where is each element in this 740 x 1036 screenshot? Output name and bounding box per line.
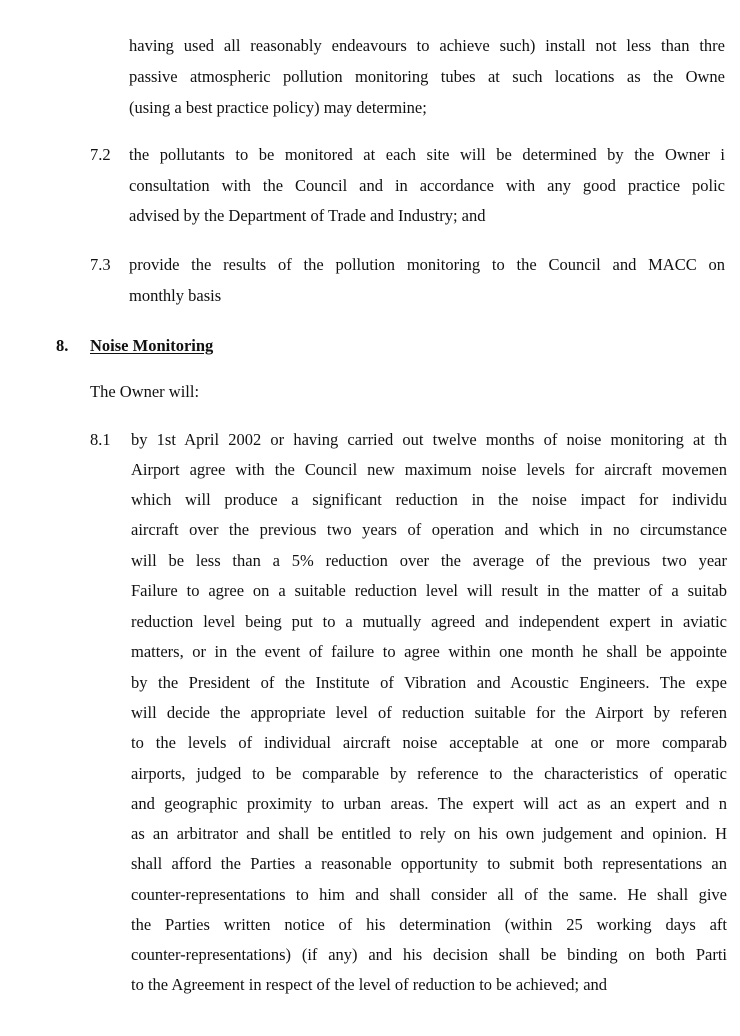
para-8-1-line: as an arbitrator and shall be entitled to rely on his own judgement and opinion. H (131, 824, 727, 843)
para-7-3-line: provide the results of the pollution monitoring to the Council and MACC on (129, 255, 725, 274)
section-8-intro: The Owner will: (90, 382, 200, 401)
para-7-1-line: (using a best practice policy) may determine; (129, 98, 427, 117)
para-8-1-line: reduction level being put to a mutually agreed and independent expert in aviatic (131, 612, 727, 631)
para-8-1-line: will decide the appropriate level of reduction suitable for the Airport by referen (131, 703, 727, 722)
para-8-1-number: 8.1 (90, 430, 111, 449)
para-8-1-line: to the Agreement in respect of the level of reduction to be achieved; and (131, 975, 608, 994)
para-8-1-line: and geographic proximity to urban areas. The expert will act as an expert and n (131, 794, 727, 813)
para-7-3-number: 7.3 (90, 255, 111, 274)
para-8-1-line: which will produce a significant reduction in the noise impact for individu (131, 490, 727, 509)
para-7-2-line: advised by the Department of Trade and Industry; and (129, 206, 486, 225)
para-8-1-line: will be less than a 5% reduction over the average of the previous two year (131, 551, 727, 570)
para-8-1-line: by 1st April 2002 or having carried out twelve months of noise monitoring at th (131, 430, 727, 449)
para-8-1-line: counter-representations) (if any) and his decision shall be binding on both Parti (131, 945, 727, 964)
para-8-1-line: aircraft over the previous two years of operation and which in no circumstance (131, 520, 727, 539)
para-8-1-line: by the President of the Institute of Vibration and Acoustic Engineers. The expe (131, 673, 727, 692)
para-8-1-line: shall afford the Parties a reasonable opportunity to submit both representations an (131, 854, 727, 873)
para-8-1-line: Failure to agree on a suitable reduction level will result in the matter of a suitab (131, 581, 727, 600)
para-8-1-line: counter-representations to him and shall consider all of the same. He shall give (131, 885, 727, 904)
section-8-number: 8. (56, 336, 69, 355)
para-8-1-line: the Parties written notice of his determination (within 25 working days aft (131, 915, 727, 934)
para-7-1-line: having used all reasonably endeavours to achieve such) install not less than thre (129, 36, 725, 55)
para-7-2-line: the pollutants to be monitored at each site will be determined by the Owner i (129, 145, 725, 164)
para-8-1-line: matters, or in the event of failure to agree within one month he shall be appointe (131, 642, 727, 661)
section-8-title: Noise Monitoring (90, 336, 214, 355)
para-8-1-line: airports, judged to be comparable by reference to the characteristics of operatic (131, 764, 727, 783)
para-8-1-line: Airport agree with the Council new maximum noise levels for aircraft movemen (131, 460, 727, 479)
para-7-1-line: passive atmospheric pollution monitoring tubes at such locations as the Owne (129, 67, 725, 86)
para-7-3-line: monthly basis (129, 286, 222, 305)
para-7-2-line: consultation with the Council and in accordance with any good practice polic (129, 176, 725, 195)
para-7-2-number: 7.2 (90, 145, 111, 164)
para-8-1-line: to the levels of individual aircraft noise acceptable at one or more comparab (131, 733, 727, 752)
